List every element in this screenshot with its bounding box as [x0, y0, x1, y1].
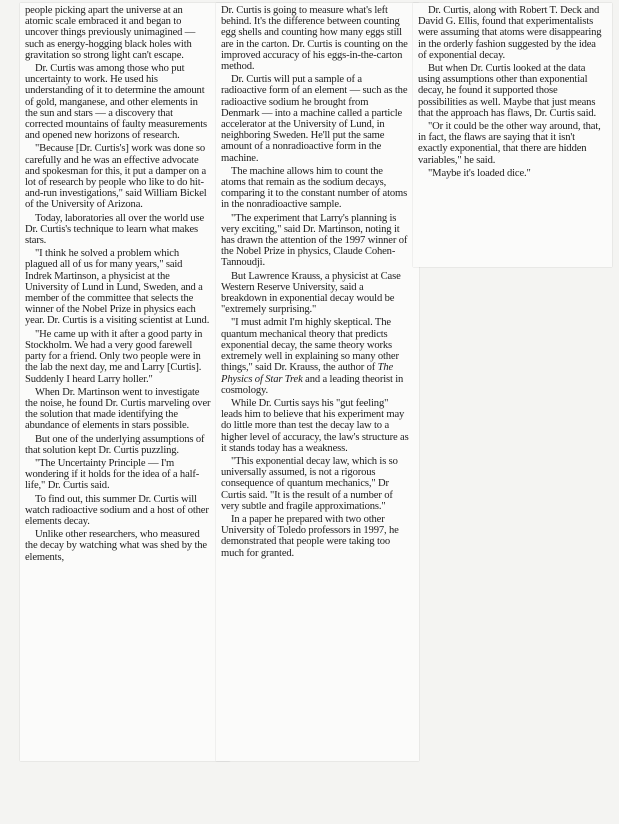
paragraph: "I think he solved a problem which plagued all of us for many years," said Indrek Martinson, a physicist at the University of Lund in Lund, Sweden, and a member of the committee that selects the winner of the Nobel Prize in physics each year. Dr. Curtis is a visiting scientist at Lund.	[25, 248, 210, 327]
paragraph: But one of the underlying assumptions of that solution kept Dr. Curtis puzzling.	[25, 433, 205, 456]
paragraph: "He came up with it after a good party in Stockholm. We had a very good farewell party for a friend. Only two people were in the lab the next day, me and Larry [Curtis]. Suddenly I heard Larry holler."	[25, 328, 203, 385]
paragraph: "This exponential decay law, which is so universally assumed, is not a rigorous consequence of quantum mechanics," Dr Curtis said. "It is the result of a number of very subtle and fragile approximations."	[221, 455, 398, 512]
paragraph: In a paper he prepared with two other University of Toledo professors in 1997, he demonstrated that people were taking too much for granted.	[221, 513, 399, 559]
article-column-2	[221, 5, 409, 561]
paragraph: While Dr. Curtis says his "gut feeling" leads him to believe that his experiment may do little more than test the decay law to a higher level of accuracy, the law's structure as it stands today has a weakness.	[221, 397, 409, 454]
paragraph: But Lawrence Krauss, a physicist at Case Western Reserve University, said a breakdown in exponential decay would be "extremely surprising."	[221, 270, 401, 316]
paragraph: The machine allows him to count the atoms that remain as the sodium decays, comparing it to the constant number of atoms in the nonradioactive sample.	[221, 165, 408, 211]
paragraph: Dr. Curtis will put a sample of a radioactive form of an element — such as the radioactive sodium he brought from Denmark — into a machine called a particle accelerator at the University of Lund, in neighboring Sweden. He'll put the same amount of a nonradioactive form in the machine.	[221, 74, 408, 164]
book-title: The Physics of Star Trek	[221, 362, 394, 385]
paragraph: "Because [Dr. Curtis's] work was done so carefully and he was an effective advocate and spokesman for this, it put a damper on a lot of research by people who like to do hit-and-run investigations," said William Bickel of the University of Arizona.	[25, 143, 207, 211]
paragraph: Today, laboratories all over the world use Dr. Curtis's technique to learn what makes stars.	[25, 212, 205, 247]
paragraph: Dr. Curtis was among those who put uncertainty to work. He used his understanding of it to determine the amount of gold, manganese, and other elements in the sun and stars — a discovery that corrected mountains of faulty measurements and opened new horizons of research.	[25, 63, 207, 142]
paragraph: "The Uncertainty Principle — I'm wondering if it holds for the idea of a half-life," Dr. Curtis said.	[25, 457, 200, 492]
article-column-1	[25, 5, 211, 565]
paragraph: When Dr. Martinson went to investigate the noise, he found Dr. Curtis marveling over the solution that made identifying the abundance of elements in stars possible.	[25, 386, 211, 432]
paragraph: "I must admit I'm highly skeptical. The quantum mechanical theory that predicts exponential decay, the same theory works extremely well in explaining so many other things," said Dr. Krauss, the author of The Physics of Star Trek and a leading theorist in cosmology.	[221, 317, 404, 396]
paragraph: "Maybe it's loaded dice."	[428, 167, 531, 179]
paragraph: Dr. Curtis, along with Robert T. Deck and David G. Ellis, found that experimentalists were assuming that atoms were disappearing in the orderly fashion suggested by the idea of exponential decay.	[418, 5, 602, 61]
paragraph: Dr. Curtis is going to measure what's left behind. It's the difference between counting egg shells and counting how many eggs still are in the carton. Dr. Curtis is counting on the improved accuracy of his eggs-in-the-carton method.	[221, 5, 408, 73]
article-column-3	[418, 5, 604, 181]
paragraph: people picking apart the universe at an atomic scale embraced it and began to uncover things previously unimagined — such as energy-hogging black holes with gravitation so strong light can't escape.	[25, 5, 196, 61]
paragraph: But when Dr. Curtis looked at the data using assumptions other than exponential decay, he found it supported those possibilities as well. Maybe that just means that the approach has flaws, Dr. Curtis said.	[418, 63, 597, 119]
paragraph: "Or it could be the other way around, that, in fact, the flaws are saying that it isn't exactly exponential, that there are hidden variables," he said.	[418, 121, 601, 166]
paragraph: To find out, this summer Dr. Curtis will watch radioactive sodium and a host of other elements decay.	[25, 493, 209, 527]
paragraph: Unlike other researchers, who measured the decay by watching what was shed by the elements,	[25, 529, 207, 563]
paragraph: "The experiment that Larry's planning is very exciting," said Dr. Martinson, noting it has drawn the attention of the 1997 winner of the Nobel Prize in physics, Claude Cohen-Tannoudji.	[221, 212, 408, 269]
